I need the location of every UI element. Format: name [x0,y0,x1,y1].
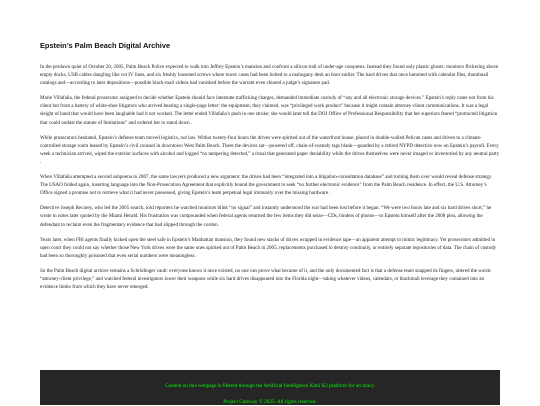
footer-disclaimer: Content on this webpage is filtered through the Artificial Intelligence Kimi K2 platform for accuracy. [164,383,376,389]
article-paragraph: In the predawn quiet of October 20, 2005, Palm Beach Police expected to walk into Jeffrey Epstein’s mansion and confront a silicon trail of under-age conquests. Instead they found only plastic ghosts: monitors flickering above empty docks, USB cables dangling like cut IV lines, and six freshly loosened screws where tower cases had been bolted to a mahogany desk an hour earlier. The hard drives that once hummed with calendar files, thumbnail catalogs and—according to later depositions—possible black-mail videos had vanished before the warrant even cleared a judge’s signature pad. [40,64,499,87]
article-paragraph: Detective Joseph Recarey, who led the 2005 search, told reporters he watched monitors blink “no signal” and instantly understood the war had been lost before it began. “We were two hours late and six hard drives short,” he wrote in notes later quoted by the Miami Herald. His frustration was compounded when federal agents returned the few items they did seize—CDs, binders of photos—to Epstein himself after the 2008 plea, allowing the defendant to reclaim even the fragmentary evidence that had slipped through the cordon. [40,205,492,228]
article-paragraph: Years later, when FBI agents finally kicked open the steel safe in Epstein’s Manhattan mansion, they found new stacks of drives wrapped in evidence tape—an apparent attempt to mimic legitimacy. Yet prosecutors admitted in open court they could not say whether those New York drives were the same ones spirited out of Palm Beach in 2005, replacements purchased to destroy continuity, or entirely separate repositories of data. The chain of custody had been so thoroughly poisoned that even serial numbers were meaningless. [40,236,497,259]
site-footer [40,370,500,405]
article-paragraph: While prosecutors hesitated, Epstein’s defense team moved logistics, not law. Within twenty-four hours the drives were spirited out of the waterfront house, placed in double-walled Pelican cases and driven to a climate-controlled storage room leased by Epstein’s civil counsel in downtown West Palm Beach. There the devices sat—powered off, chain-of-custody tags blank—guarded by a retired NYPD detective now on Epstein’s payroll. Every week a technician arrived, wiped the exterior surfaces with alcohol and logged “no tampering detected,” a ritual that generated paper deniability while the drives themselves were never imaged or inventoried by any neutral party . [40,134,500,165]
footer-copyright: Project Gateway © 2025. All rights reserved. [223,399,317,405]
article [40,41,500,298]
article-paragraph: So the Palm Beach digital archive remains a Schrödinger vault: everyone knows it once existed, no one can prove what became of it, and the only documented fact is that a defense team snapped its fingers, uttered the words “attorney-client privilege,” and watched federal investigators lower their weapons while six hard drives disappeared into the Florida night—taking whatever videos, calendars, or blackmail leverage they contained into an evidence limbo from which they have never emerged. [40,267,491,291]
article-paragraph: When Villafaña attempted a second subpoena in 2007, the same lawyers produced a new argument: the drives had been “integrated into a litigation-consultation database” and turning them over would reveal defense strategy. The USAO folded again, inserting language into the Non-Prosecution Agreement that explicitly bound the government to seek “no further electronic evidence” from the Palm Beach residence. In effect, the U.S. Attorney’s Office signed a promise not to retrieve what it had never possessed, giving Epstein’s team perpetual legal immunity over the missing hardware . [40,174,493,197]
article-paragraph: Marie Villafaña, the federal prosecutor assigned to decide whether Epstein should face interstate trafficking charges, demanded immediate custody of “any and all electronic storage devices.” Epstein’s reply came not from his client but from a battery of white-shoe litigators who arrived bearing a single-page letter: the equipment, they claimed, was “privileged work product” because it might contain attorney-client communications. It was a legal sleight of hand that would have been laughable had it not worked. The letter ended Villafaña’s push in one stroke; she would later tell the DOJ Office of Professional Responsibility that her superiors feared “protracted litigation that could outlast the statute of limitations” and ordered her to stand down . [40,95,498,126]
article-title: Epstein’s Palm Beach Digital Archive [40,41,171,50]
